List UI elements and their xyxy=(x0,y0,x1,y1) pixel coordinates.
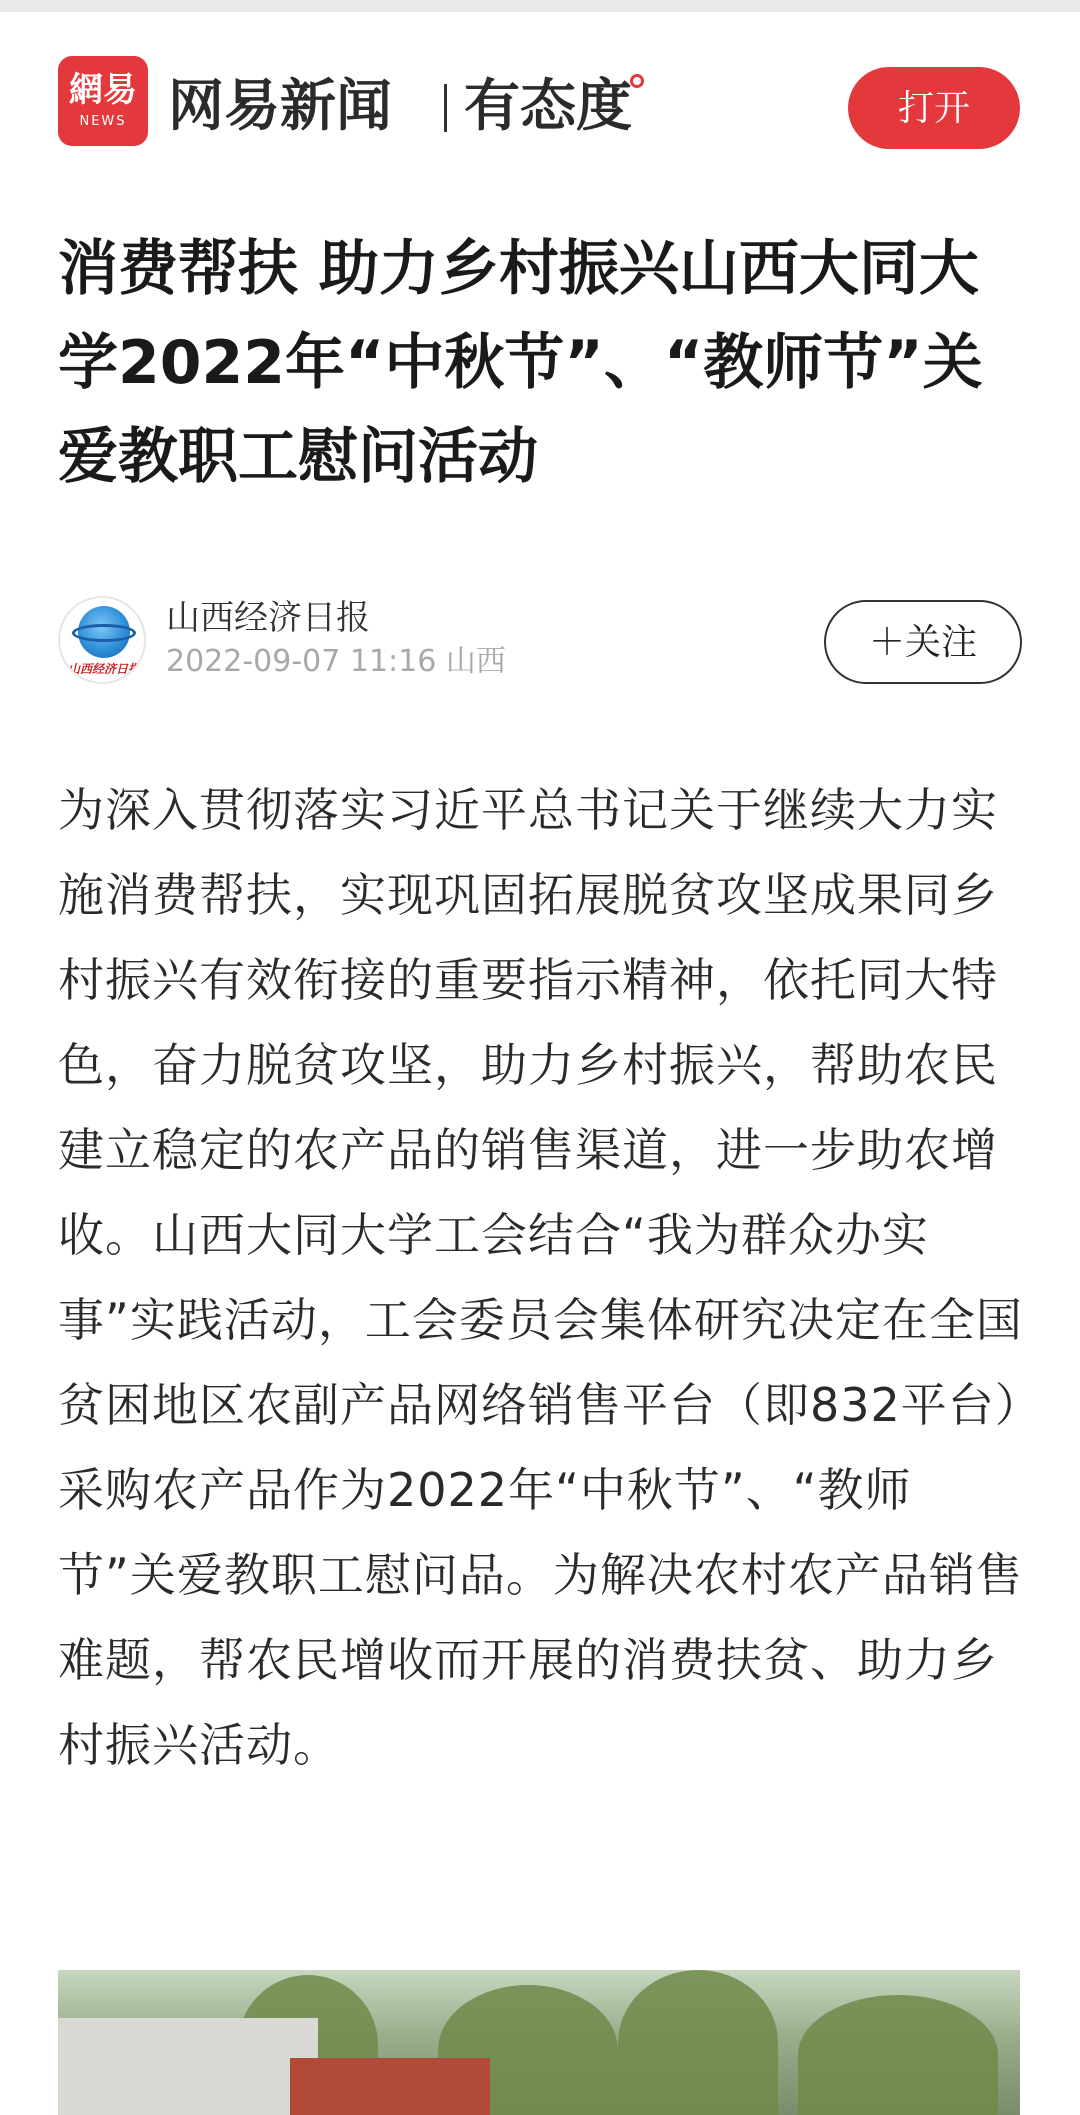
image-tree xyxy=(798,1995,998,2115)
article-title: 消费帮扶 助力乡村振兴山西大同大学2022年“中秋节”、“教师节”关爱教职工慰问活动 xyxy=(58,234,983,492)
image-tree xyxy=(618,1970,778,2115)
avatar-logo-text: 山西经济日报 xyxy=(67,662,140,676)
open-app-button[interactable]: 打开 xyxy=(848,67,1020,149)
slogan-mark-icon xyxy=(630,74,644,88)
brand-slogan: 有态度 xyxy=(464,74,632,139)
author-row xyxy=(58,592,1022,692)
article-image[interactable] xyxy=(58,1970,1020,2115)
author-name[interactable]: 山西经济日报 xyxy=(166,598,370,638)
image-truck xyxy=(58,2018,318,2115)
logo-text: 網易 xyxy=(69,70,137,110)
netease-news-logo[interactable] xyxy=(58,56,148,146)
author-avatar[interactable] xyxy=(58,596,146,684)
orbit-icon xyxy=(72,624,136,642)
app-header xyxy=(0,12,1080,182)
publish-meta: 2022-09-07 11:16 山西 xyxy=(166,644,506,679)
status-strip xyxy=(0,0,1080,12)
brand-name: 网易新闻 xyxy=(168,74,392,139)
logo-subtext: NEWS xyxy=(79,114,127,129)
follow-button[interactable]: ＋关注 xyxy=(824,600,1022,684)
brand-divider xyxy=(444,84,447,132)
article-body: 为深入贯彻落实习近平总书记关于继续大力实施消费帮扶，实现巩固拓展脱贫攻坚成果同乡村振兴有效衔接的重要指示精神，依托同大特色，奋力脱贫攻坚，助力乡村振兴，帮助农民建立稳定的农产品的销售渠道，进一步助农增收。山西大同大学工会结合“我为群众办实事”实践活动，工会委员会集体研究决定在全国贫困地区农副产品网络销售平台（即832平台）采购农产品作为2022年“中秋节”、“教师节”关爱教职工慰问品。为解决农村农产品销售难题，帮农民增收而开展的消费扶贫、助力乡村振兴活动。 xyxy=(58,783,1023,1772)
image-truck-cargo xyxy=(290,2058,490,2115)
